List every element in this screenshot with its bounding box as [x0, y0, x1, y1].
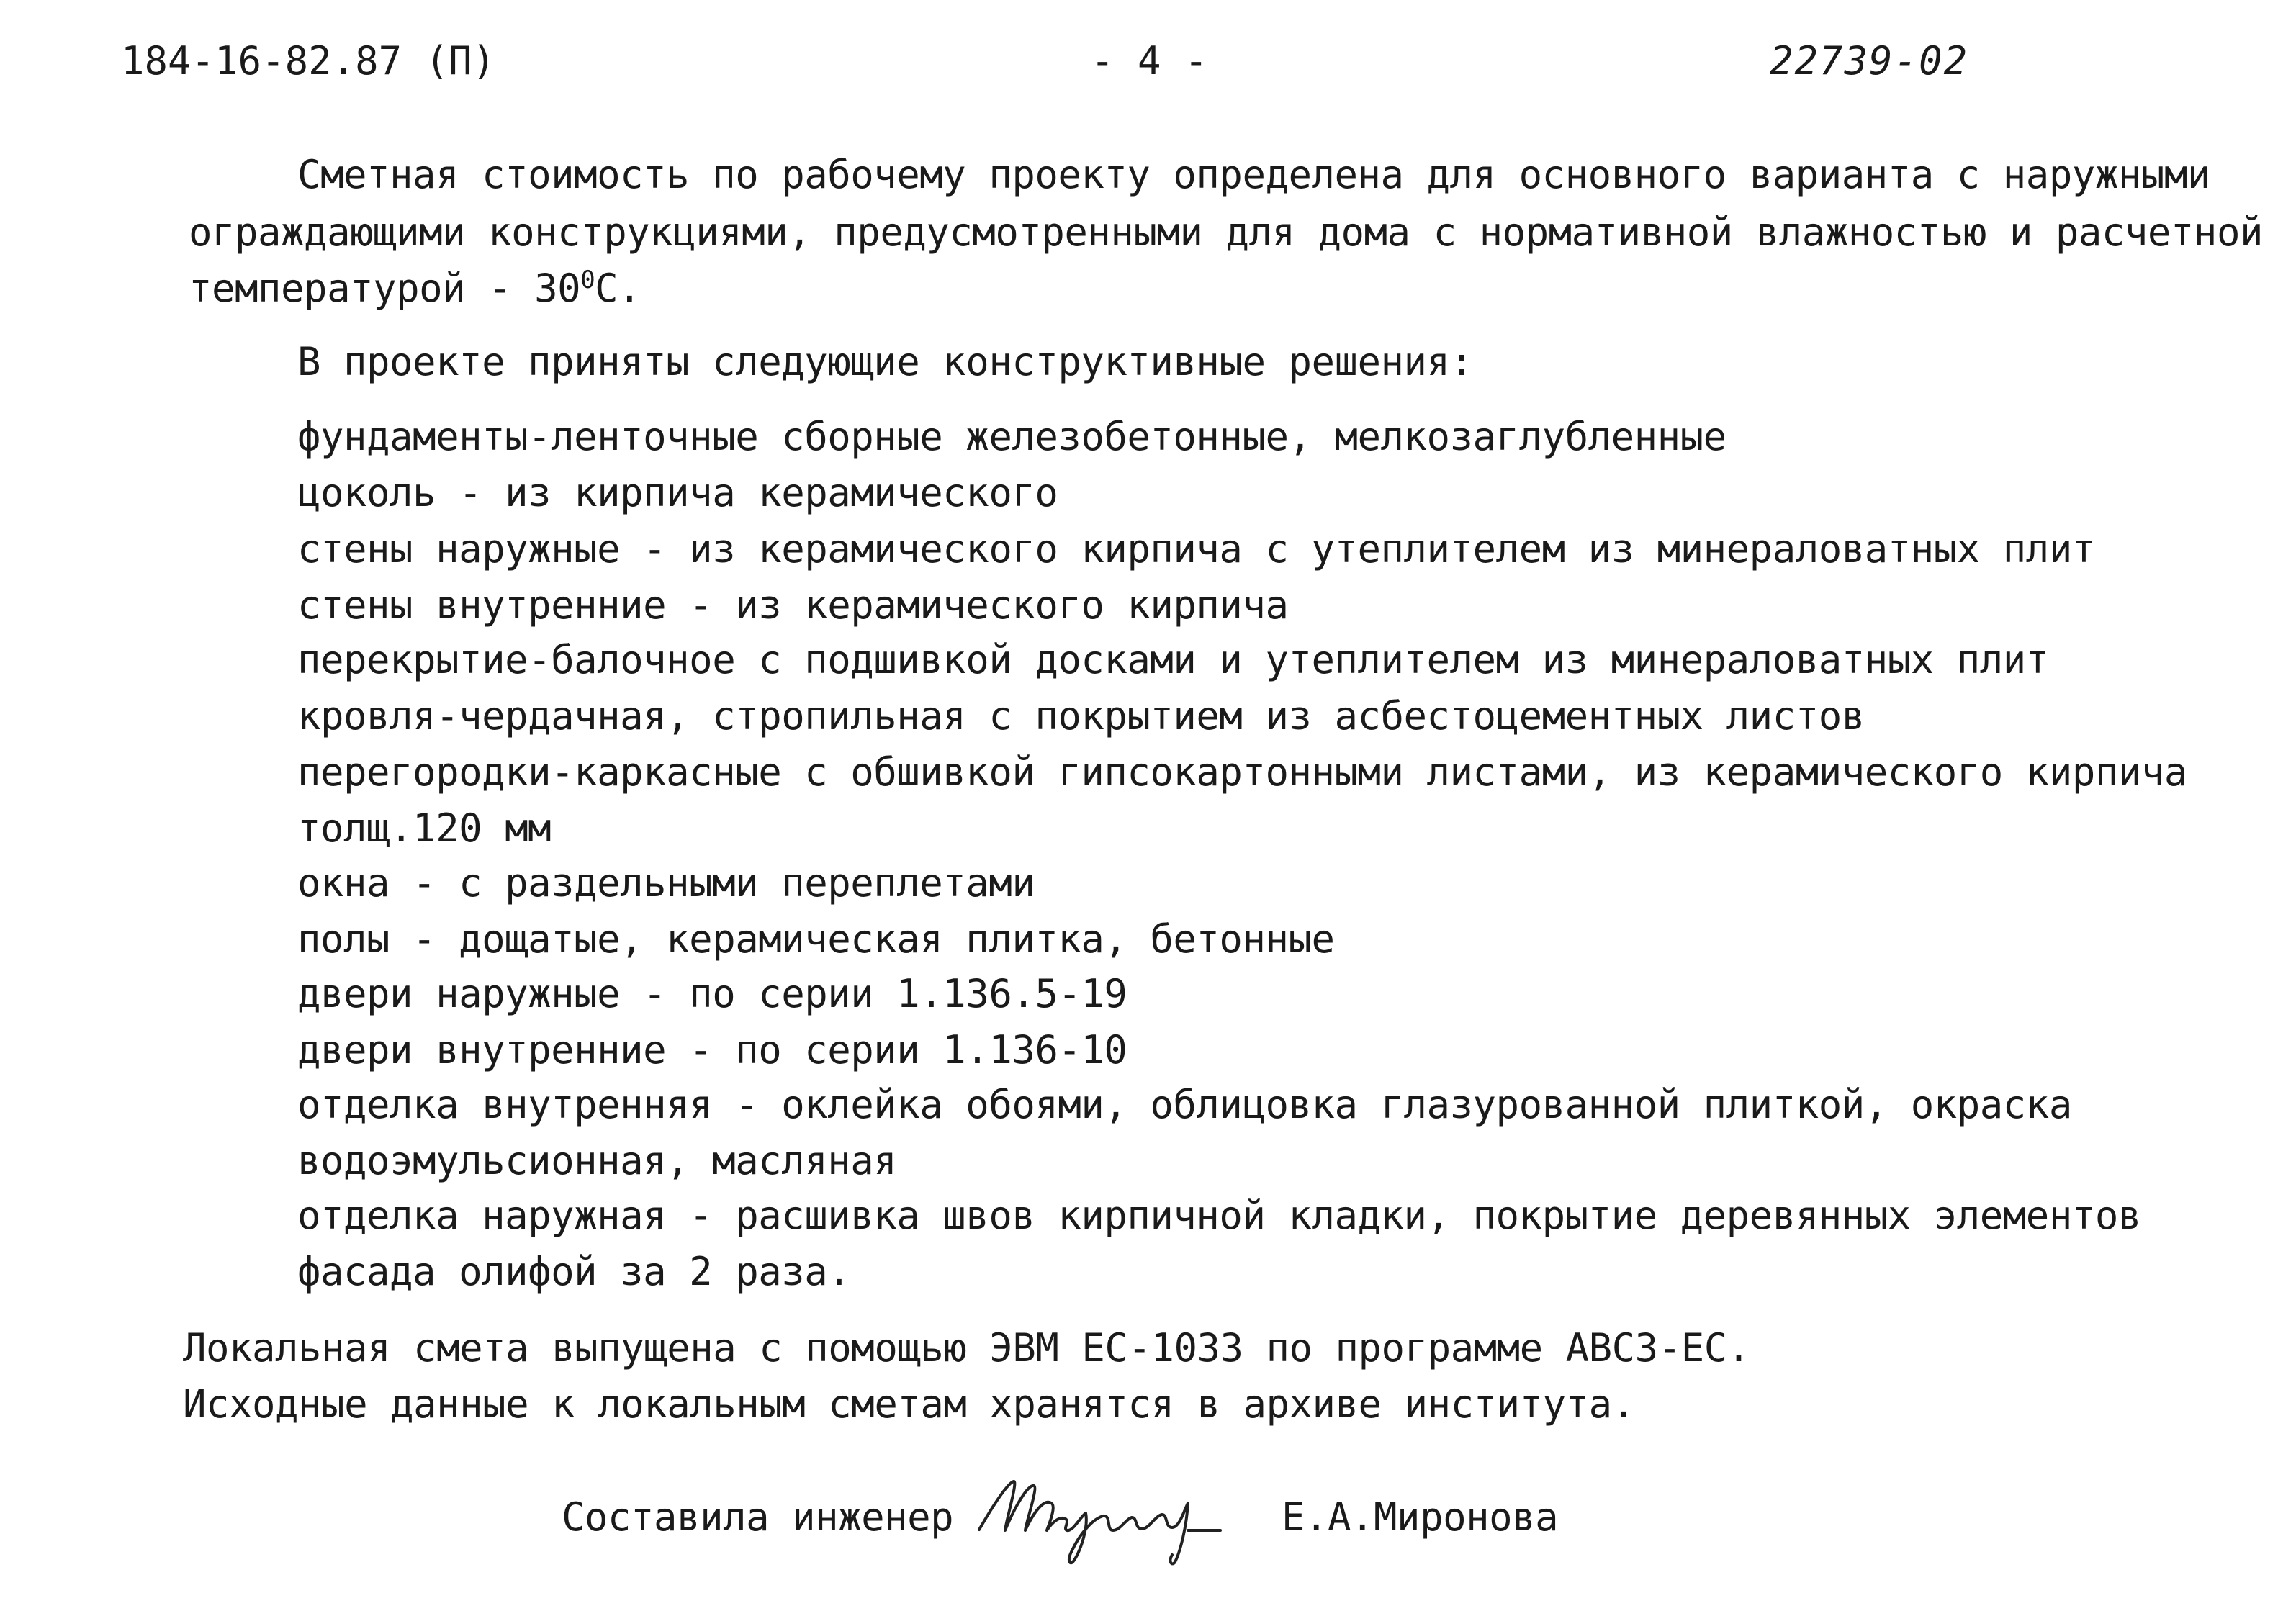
solution-item: толщ.120 мм	[297, 805, 552, 851]
solution-item: перекрытие-балочное с подшивкой досками и утеплителем из минераловатных плит	[297, 637, 2049, 682]
intro-line-3	[189, 265, 641, 312]
archive-number: 22739-02	[1770, 38, 1969, 83]
solution-item: полы - дощатые, керамическая плитка, бетонные	[297, 916, 1335, 962]
intro-line-1: Сметная стоимость по рабочему проекту определена для основного варианта с наружными	[297, 152, 2210, 197]
solution-item: водоэмульсионная, масляная	[297, 1138, 897, 1183]
intro-line-3-end: С.	[595, 266, 641, 311]
solution-item: окна - с раздельными переплетами	[297, 860, 1035, 906]
solution-item: фундаменты-ленточные сборные железобетонные, мелкозаглубленные	[297, 414, 1726, 459]
solution-item: цоколь - из кирпича керамического	[297, 470, 1058, 515]
footer-line-2: Исходные данные к локальным сметам хранятся в архиве института.	[183, 1381, 1635, 1427]
page-number: - 4 -	[1091, 38, 1208, 83]
solution-item: двери наружные - по серии 1.136.5-19	[297, 971, 1127, 1016]
solution-item: стены наружные - из керамического кирпича с утеплителем из минераловатных плит	[297, 526, 2095, 572]
intro-line-3-text: температурой - 30	[189, 266, 581, 311]
solutions-heading: В проекте приняты следующие конструктивные решения:	[297, 339, 1473, 384]
signer-role: Составила инженер	[562, 1494, 954, 1540]
solution-item: стены внутренние - из керамического кирпича	[297, 582, 1289, 628]
solution-item: фасада олифой за 2 раза.	[297, 1249, 851, 1294]
solution-item: отделка внутренняя - оклейка обоями, облицовка глазурованной плиткой, окраска	[297, 1082, 2072, 1127]
solution-item: отделка наружная - расшивка швов кирпичной кладки, покрытие деревянных элементов	[297, 1193, 2141, 1238]
signer-name: Е.А.Миронова	[1282, 1494, 1559, 1540]
degree-sign: 0	[580, 266, 595, 294]
solution-item: двери внутренние - по серии 1.136-10	[297, 1027, 1127, 1073]
handwritten-signature	[972, 1461, 1246, 1569]
document-code: 184-16-82.87 (П)	[121, 38, 496, 83]
solution-item: кровля-чердачная, стропильная с покрытием из асбестоцементных листов	[297, 693, 1865, 739]
solution-item: перегородки-каркасные с обшивкой гипсокартонными листами, из керамического кирпича	[297, 749, 2187, 795]
intro-line-2: ограждающими конструкциями, предусмотренными для дома с нормативной влажностью и расчетной	[189, 209, 2263, 255]
footer-line-1: Локальная смета выпущена с помощью ЭВМ ЕС-1033 по программе АВСЗ-ЕС.	[183, 1325, 1750, 1371]
